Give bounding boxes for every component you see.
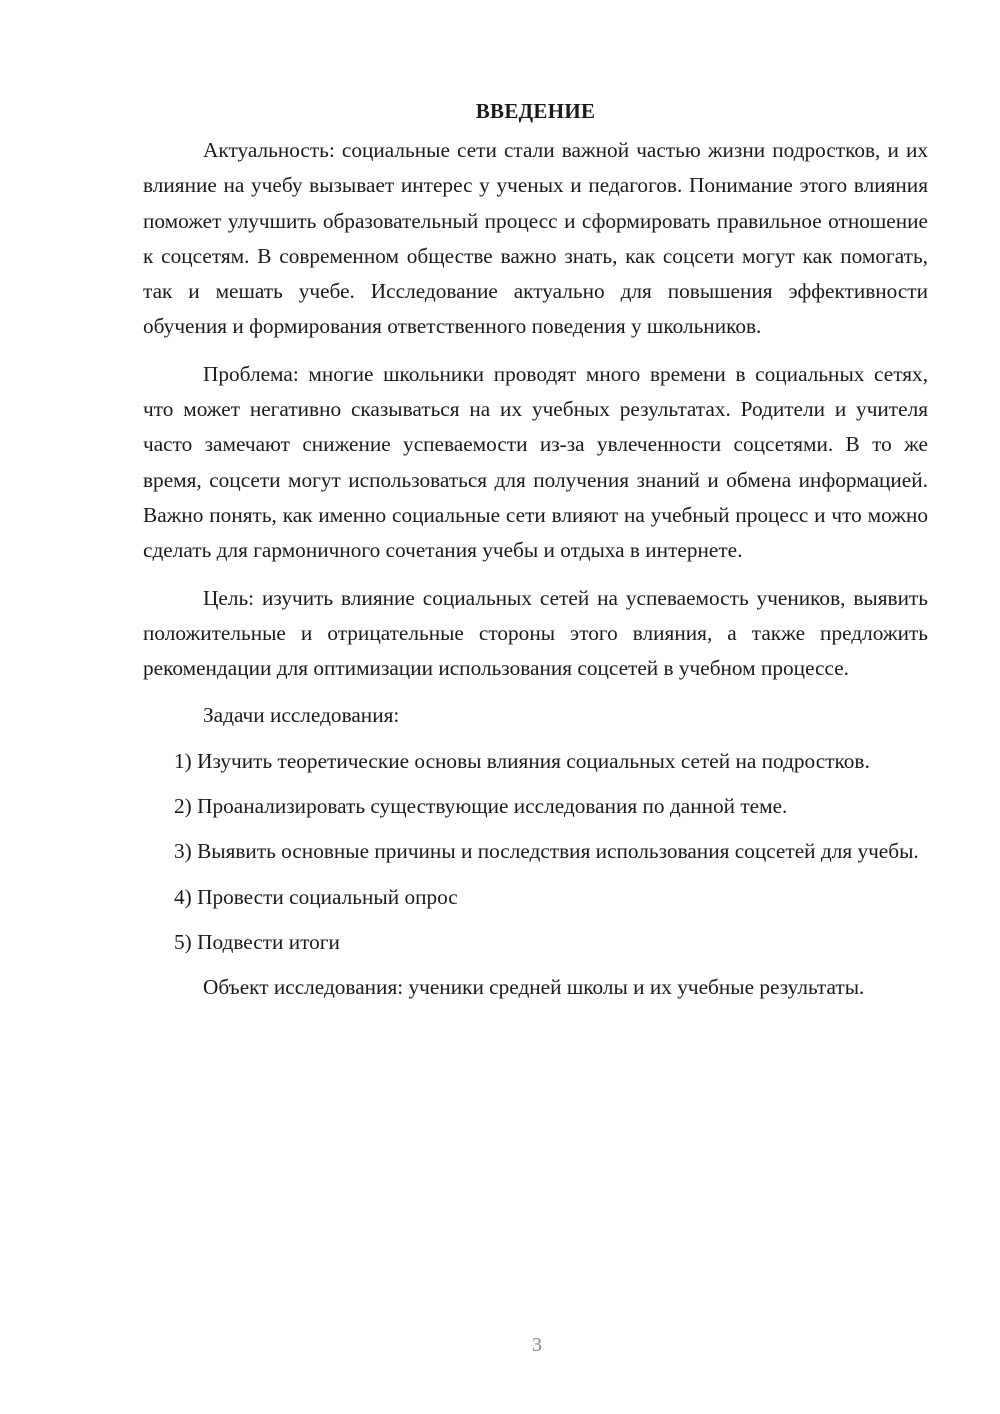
tasks-title: Задачи исследования: [203, 703, 400, 728]
task-item: 1) Изучить теоретические основы влияния социальных сетей на подростков. [174, 748, 870, 773]
task-item: 2) Проанализировать существующие исследования по данной теме. [174, 794, 788, 819]
task-item: 4) Провести социальный опрос [174, 884, 458, 909]
tasks-list [143, 744, 928, 960]
relevance-paragraph: Актуальность: социальные сети стали важной частью жизни подростков, и их влияние на учебу вызывает интерес у ученых и педагогов. Понимание этого влияния поможет улучшить образовательный процесс и сформировать правильное отношение к соцсетям. В современном обществе важно знать, как соцсети могут как помогать, так и мешать учебе. Исследование актуально для повышения эффективности обучения и формирования ответственного поведения у школьников. [143, 138, 928, 339]
object-paragraph: Объект исследования: ученики средней школы и их учебные результаты. [203, 975, 865, 1000]
task-item: 5) Подвести итоги [174, 929, 340, 954]
task-item: 3) Выявить основные причины и последствия использования соцсетей для учебы. [174, 839, 919, 864]
problem-paragraph: Проблема: многие школьники проводят много времени в социальных сетях, что может негативно сказываться на их учебных результатах. Родители и учителя часто замечают снижение успеваемости из-за увлеченности соцсетями. В то же время, соцсети могут использоваться для получения знаний и обмена информацией. Важно понять, как именно социальные сети влияют на учебный процесс и что можно сделать для гармоничного сочетания учебы и отдыха в интернете. [143, 361, 928, 563]
page-number: 3 [532, 1334, 542, 1356]
section-heading: ВВЕДЕНИЕ [475, 99, 596, 123]
goal-paragraph: Цель: изучить влияние социальных сетей на успеваемость учеников, выявить положительные и отрицательные стороны этого влияния, а также предложить рекомендации для оптимизации использования соцсетей в учебном процессе. [143, 585, 928, 681]
page-content [143, 96, 928, 1018]
